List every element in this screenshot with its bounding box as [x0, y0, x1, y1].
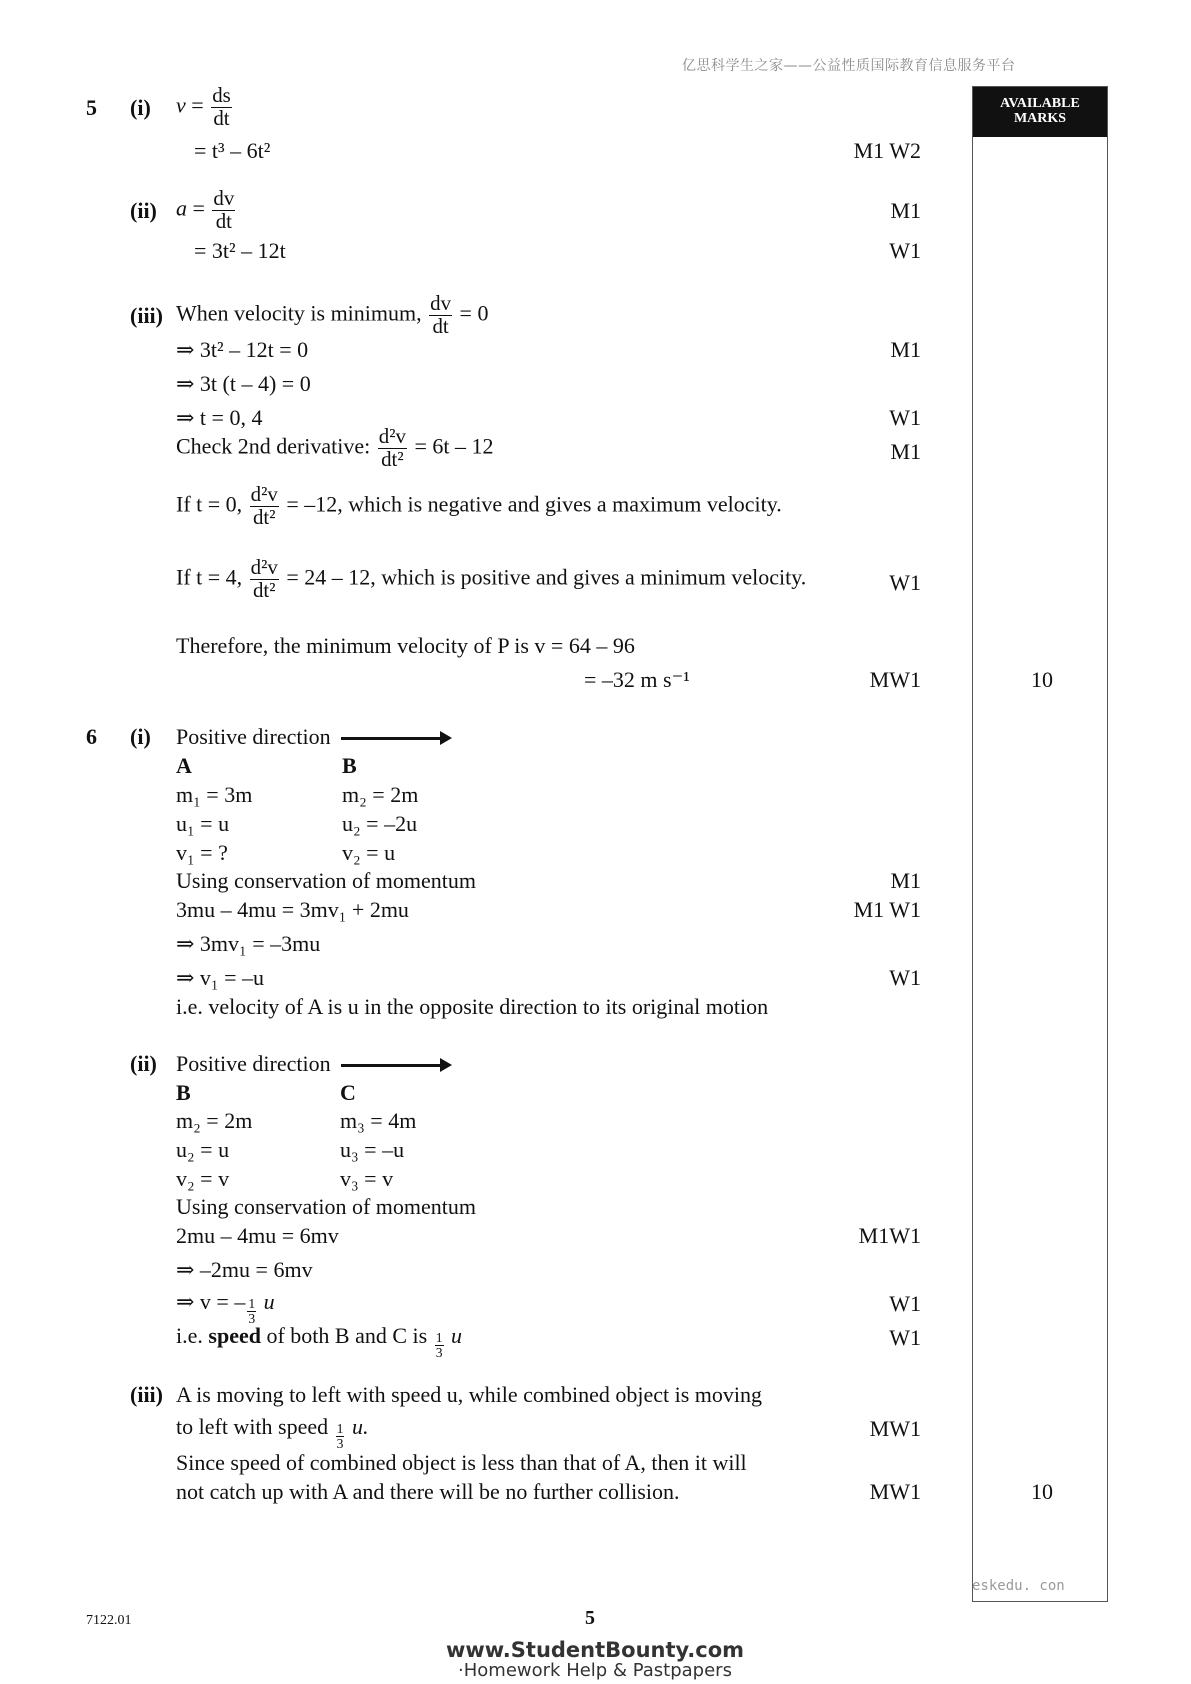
studentbounty-logo: www.StudentBounty.com ·Homework Help & Pastpapers: [445, 1638, 745, 1681]
q6-iii-line2: to left with speed $\frac{1}{3}$ u.: [176, 1414, 369, 1451]
q5-iii-line1: When velocity is minimum, $\frac{dv}{dt}$ = 0: [176, 291, 489, 338]
question-number-5: 5: [86, 95, 97, 120]
q6-ii-line5: i.e. speed of both B and C is $\frac{1}{3}$ u: [176, 1323, 462, 1360]
q6-ii-header-b: B: [176, 1080, 191, 1105]
q6-part-ii-label: (ii): [130, 1051, 157, 1076]
q5-iii-line8: Therefore, the minimum velocity of P is v = 64 – 96: [176, 633, 635, 658]
q6-i-header-a: A: [176, 753, 192, 778]
q5-part-ii-label: (ii): [130, 198, 157, 223]
q6-i-line4: ⇒ v₁ = –u: [176, 965, 265, 990]
q6-part-iii-label: (iii): [130, 1382, 163, 1407]
paper-code: 7122.01: [86, 1613, 132, 1628]
q6-i-row2-b: u₂ = –2u: [342, 811, 418, 836]
q6-i-row2-a: u₁ = u: [176, 811, 230, 836]
q6-iii-line4-marks: MW1: [869, 1479, 921, 1504]
q6-ii-row2-c: u₃ = –u: [340, 1137, 405, 1162]
q6-iii-line1: A is moving to left with speed u, while combined object is moving: [176, 1382, 762, 1407]
q6-i-direction: Positive direction: [176, 724, 446, 750]
q6-i-line1: Using conservation of momentum: [176, 868, 477, 893]
q6-iii-line4: not catch up with A and there will be no further collision.: [176, 1479, 680, 1504]
q6-i-line4-marks: W1: [889, 965, 921, 990]
question-number-6: 6: [86, 724, 97, 749]
q6-ii-header-c: C: [340, 1080, 356, 1105]
q6-i-row1-a: m₁ = 3m: [176, 782, 253, 807]
q5-i-line2: = t³ – 6t²: [194, 138, 271, 163]
page-number: 5: [585, 1607, 595, 1629]
q5-iii-line3: ⇒ 3t (t – 4) = 0: [176, 371, 311, 396]
q5-i-line1: v = $\frac{ds}{dt}$: [176, 83, 231, 130]
q6-part-i-label: (i): [130, 724, 151, 749]
fraction-ds-dt: $\frac{ds}{dt}$: [212, 83, 231, 130]
q6-i-line5: i.e. velocity of A is u in the opposite direction to its original motion: [176, 994, 769, 1019]
q6-ii-row3-c: v₃ = v: [340, 1166, 394, 1191]
q6-ii-line2-marks: M1W1: [858, 1223, 921, 1248]
header-watermark: 亿思科学生之家——公益性质国际教育信息服务平台: [682, 58, 1016, 74]
right-arrow-icon: [341, 1064, 446, 1067]
q6-ii-line4-marks: W1: [889, 1291, 921, 1316]
q6-total-marks: 10: [1031, 1479, 1053, 1504]
q5-iii-line4: ⇒ t = 0, 4: [176, 405, 263, 430]
q5-iii-line5-marks: M1: [890, 439, 921, 464]
q5-iii-line9: = –32 m s⁻¹: [584, 667, 690, 692]
q6-i-line3: ⇒ 3mv₁ = –3mu: [176, 931, 321, 956]
q5-ii-marks-2: W1: [889, 238, 921, 263]
q5-iii-line6: If t = 0, $\frac{\text{d²v}}{\text{dt²}}$ = –12, which is negative and gives a maximum velocity.: [176, 482, 782, 529]
q5-i-marks: M1 W2: [853, 138, 921, 163]
q5-ii-line2: = 3t² – 12t: [194, 238, 286, 263]
q6-ii-line5-marks: W1: [889, 1325, 921, 1350]
q5-iii-line5: Check 2nd derivative: $\frac{\text{d²v}}{\text{dt²}}$ = 6t – 12: [176, 424, 494, 471]
right-arrow-icon: [341, 737, 446, 740]
q5-part-i-label: (i): [130, 95, 151, 120]
footer-watermark: eskedu. con: [972, 1578, 1065, 1594]
q6-i-header-b: B: [342, 753, 357, 778]
fraction-dv-dt: $\frac{dv}{dt}$: [213, 186, 235, 233]
q6-ii-row1-b: m₂ = 2m: [176, 1108, 253, 1133]
q6-i-line2-marks: M1 W1: [853, 897, 921, 922]
q5-part-iii-label: (iii): [130, 303, 163, 328]
q5-ii-line1: a = $\frac{dv}{dt}$: [176, 186, 235, 233]
q6-ii-line4: ⇒ v = – $\frac{1}{3}$ u: [176, 1289, 275, 1326]
q5-iii-line9-marks: MW1: [869, 667, 921, 692]
q5-iii-line7-marks: W1: [889, 570, 921, 595]
q6-i-line2: 3mu – 4mu = 3mv₁ + 2mu: [176, 897, 409, 922]
q5-iii-line2: ⇒ 3t² – 12t = 0: [176, 337, 309, 362]
q6-iii-line2-marks: MW1: [869, 1416, 921, 1441]
q5-iii-line7: If t = 4, $\frac{\text{d²v}}{\text{dt²}}$ = 24 – 12, which is positive and gives a minimum velocity.: [176, 555, 807, 602]
q5-iii-line2-marks: M1: [890, 337, 921, 362]
q6-ii-row1-c: m₃ = 4m: [340, 1108, 417, 1133]
q6-ii-row3-b: v₂ = v: [176, 1166, 230, 1191]
q6-ii-row2-b: u₂ = u: [176, 1137, 230, 1162]
q6-iii-line3: Since speed of combined object is less than that of A, then it will: [176, 1450, 747, 1475]
available-marks-heading: AVAILABLE MARKS: [973, 87, 1107, 137]
q6-ii-line3: ⇒ –2mu = 6mv: [176, 1257, 313, 1282]
q6-ii-line2: 2mu – 4mu = 6mv: [176, 1223, 339, 1248]
q6-i-line1-marks: M1: [890, 868, 921, 893]
q6-ii-line1: Using conservation of momentum: [176, 1194, 477, 1219]
q5-ii-marks-1: M1: [890, 198, 921, 223]
available-marks-column: [972, 86, 1108, 1602]
q6-ii-direction: Positive direction: [176, 1051, 446, 1077]
q6-i-row1-b: m₂ = 2m: [342, 782, 419, 807]
q6-i-row3-b: v₂ = u: [342, 840, 396, 865]
q5-iii-line4-marks: W1: [889, 405, 921, 430]
q5-total-marks: 10: [1031, 667, 1053, 692]
q6-i-row3-a: v₁ = ?: [176, 840, 228, 865]
